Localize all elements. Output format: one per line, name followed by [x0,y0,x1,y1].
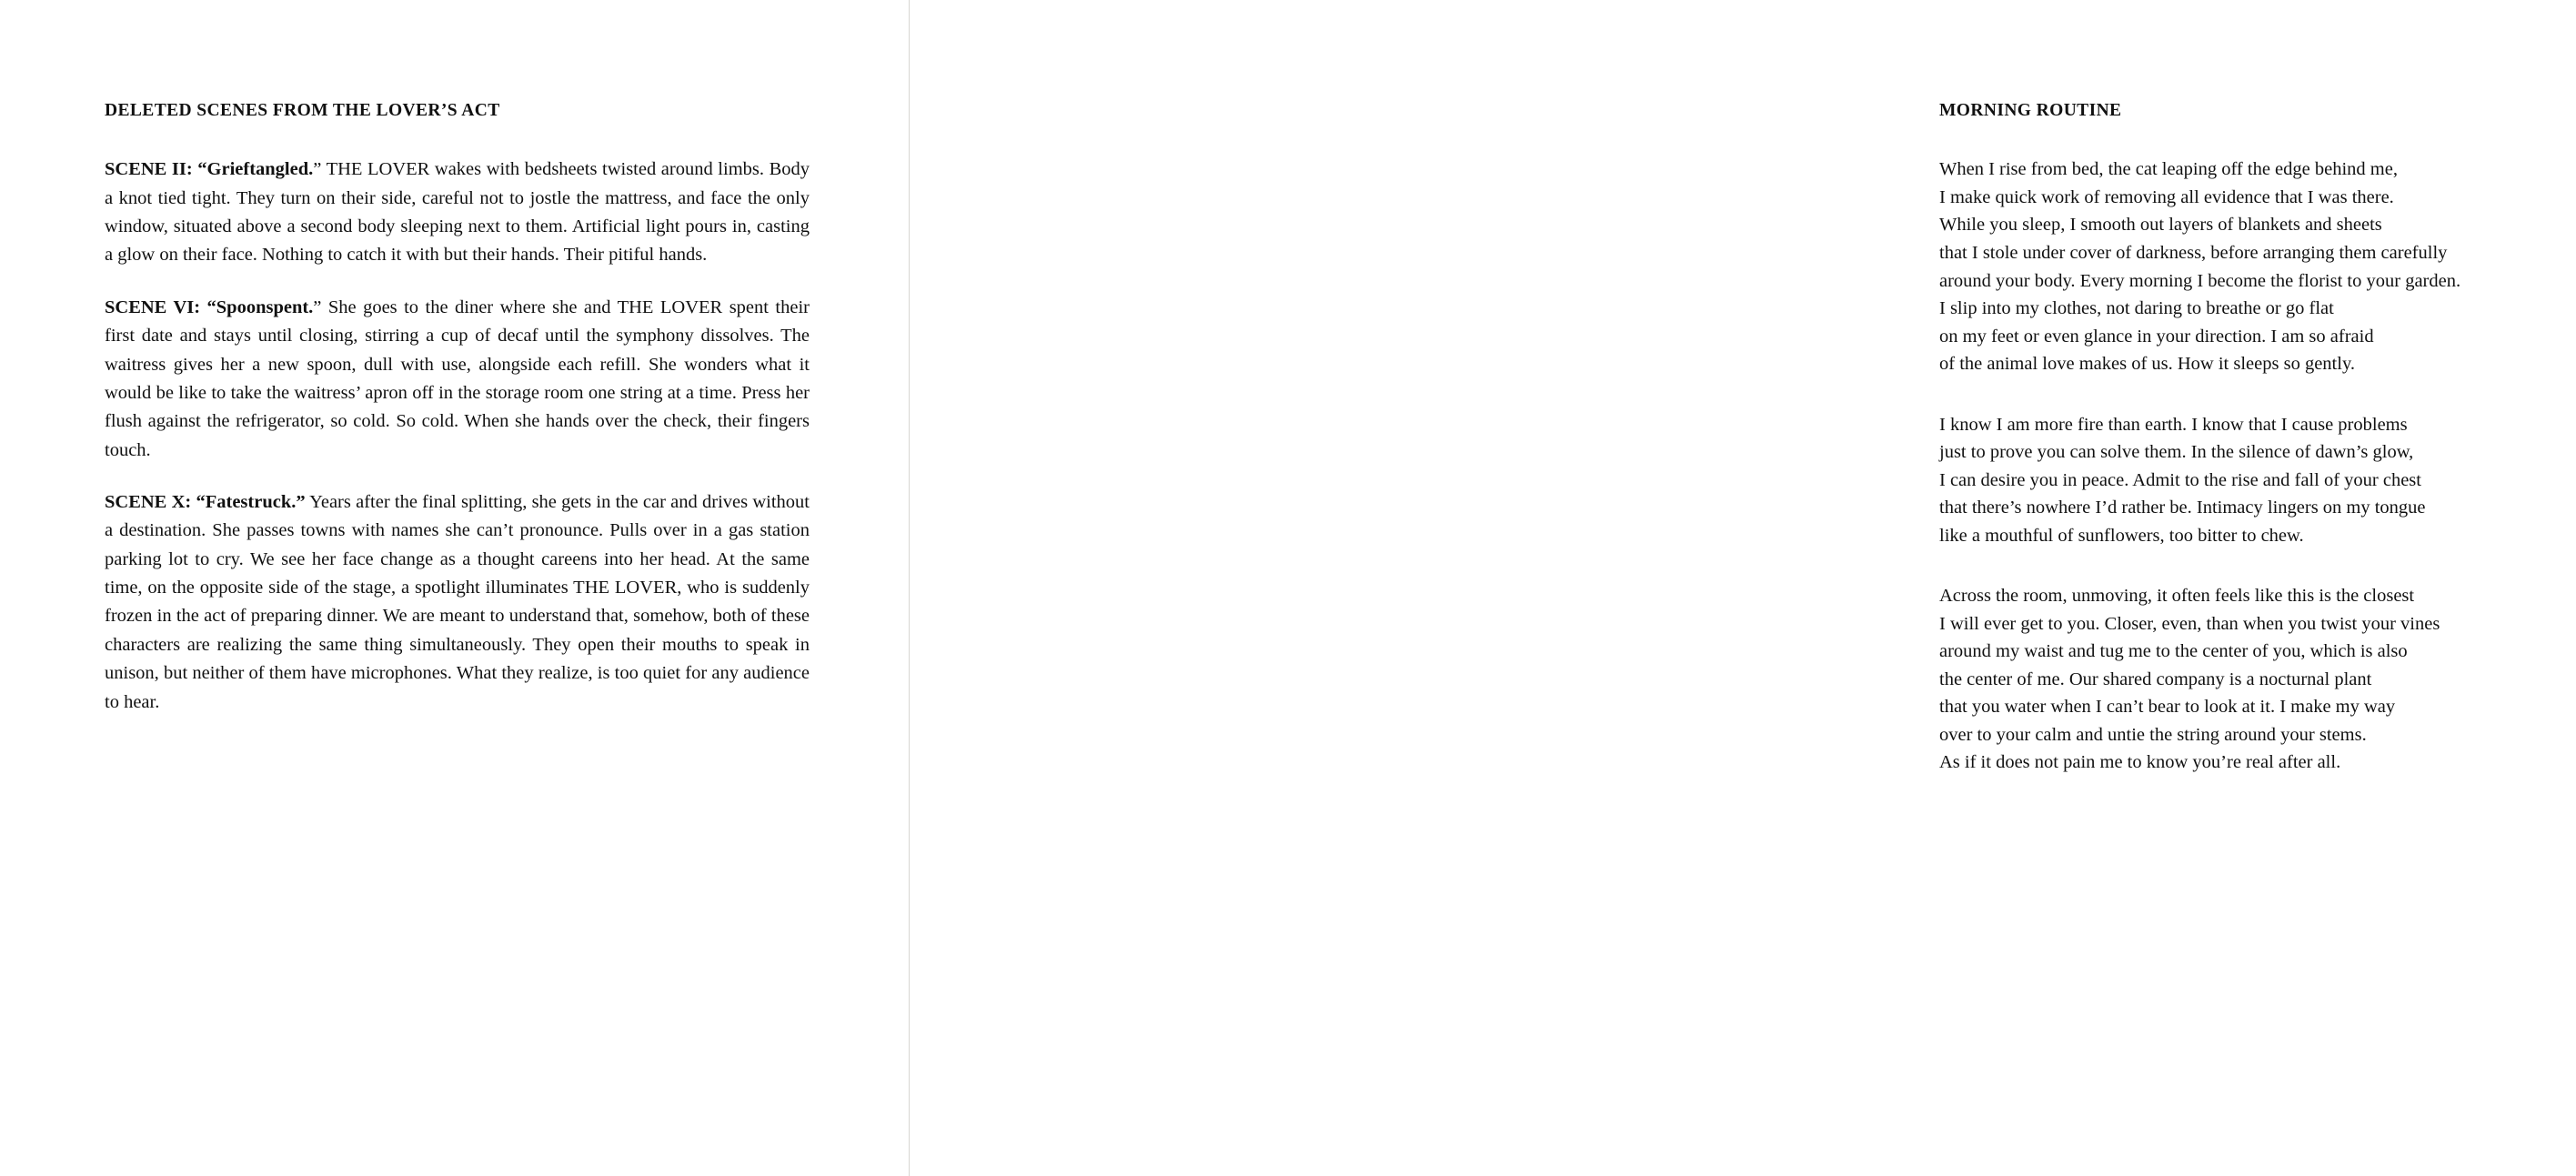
poem-line: like a mouthful of sunflowers, too bitter to chew. [1939,525,2304,546]
poem-line: over to your calm and untie the string around your stems. [1939,724,2367,745]
poem-line: around your body. Every morning I become the florist to your garden. [1939,270,2461,291]
scene-body: Years after the final splitting, she gets in the car and drives without a destination. She passes towns with names she can’t pronounce. Pulls over in a gas station parking lot to cry. We see her face change as a thought careens into her head. At the same time, on the opposite side of the stage, a spotlight illuminates THE LOVER, who is suddenly frozen in the act of preparing dinner. We are meant to understand that, somehow, both of these characters are realizing the same thing simultaneously. They open their mouths to speak in unison, but neither of them have microphones. What they realize, is too quiet for any audience to hear. [105,491,810,712]
poem-line: the center of me. Our shared company is a nocturnal plant [1939,668,2372,689]
poem-stanza [1939,156,2576,377]
poem-line: on my feet or even glance in your direction. I am so afraid [1939,326,2374,347]
left-page [0,0,910,1176]
poem-line: As if it does not pain me to know you’re real after all. [1939,752,2341,773]
right-page [910,0,2461,1176]
poem-line: around my waist and tug me to the center of you, which is also [1939,641,2408,662]
scene-body: ” She goes to the diner where she and THE LOVER spent their first date and stays until closing, stirring a cup of decaf until the symphony dissolves. The waitress gives her a new spoon, dull with use, alongside each refill. She wonders what it would be like to take the waitress’ apron off in the storage room one string at a time. Press her flush against the refrigerator, so cold. So cold. When she hands over the check, their fingers touch. [105,297,810,460]
poem-stanza [1939,411,2576,550]
poem-line: I make quick work of removing all evidence that I was there. [1939,186,2394,207]
poem-line: I will ever get to you. Closer, even, than when you twist your vines [1939,613,2440,634]
poem-line: of the animal love makes of us. How it sleeps so gently. [1939,354,2355,375]
scene-paragraph [105,488,810,717]
poem-line: I can desire you in peace. Admit to the rise and fall of your chest [1939,469,2421,490]
poem-line: that there’s nowhere I’d rather be. Intimacy lingers on my tongue [1939,498,2426,518]
poem-line: that I stole under cover of darkness, before arranging them carefully [1939,242,2448,263]
poem-line: I slip into my clothes, not daring to breathe or go flat [1939,298,2334,319]
poem-line: Across the room, unmoving, it often feels like this is the closest [1939,586,2415,607]
scene-label: SCENE II: “Grieftangled. [105,159,314,180]
scene-paragraph [105,294,810,465]
poem-line: While you sleep, I smooth out layers of blankets and sheets [1939,215,2382,236]
poem-line: I know I am more fire than earth. I know that I cause problems [1939,414,2408,435]
left-page-title: DELETED SCENES FROM THE LOVER’S ACT [105,101,500,120]
scene-paragraph [105,156,810,269]
poem-line: When I rise from bed, the cat leaping off the edge behind me, [1939,159,2398,180]
right-page-text-block [1939,100,2576,777]
left-page-text-block [105,100,810,717]
scene-body: ” THE LOVER wakes with bedsheets twisted around limbs. Body a knot tied tight. They turn on their side, careful not to jostle the mattress, and face the only window, situated above a second body sleeping next to them. Artificial light pours in, casting a glow on their face. Nothing to catch it with but their hands. Their pitiful hands. [105,159,810,266]
poem-stanza [1939,582,2576,777]
scene-label: SCENE X: “Fatestruck.” [105,491,306,512]
poem-line: just to prove you can solve them. In the silence of dawn’s glow, [1939,442,2414,463]
right-page-title: MORNING ROUTINE [1939,101,2122,120]
poem-line: that you water when I can’t bear to look at it. I make my way [1939,697,2396,718]
scene-label: SCENE VI: “Spoonspent. [105,297,314,317]
